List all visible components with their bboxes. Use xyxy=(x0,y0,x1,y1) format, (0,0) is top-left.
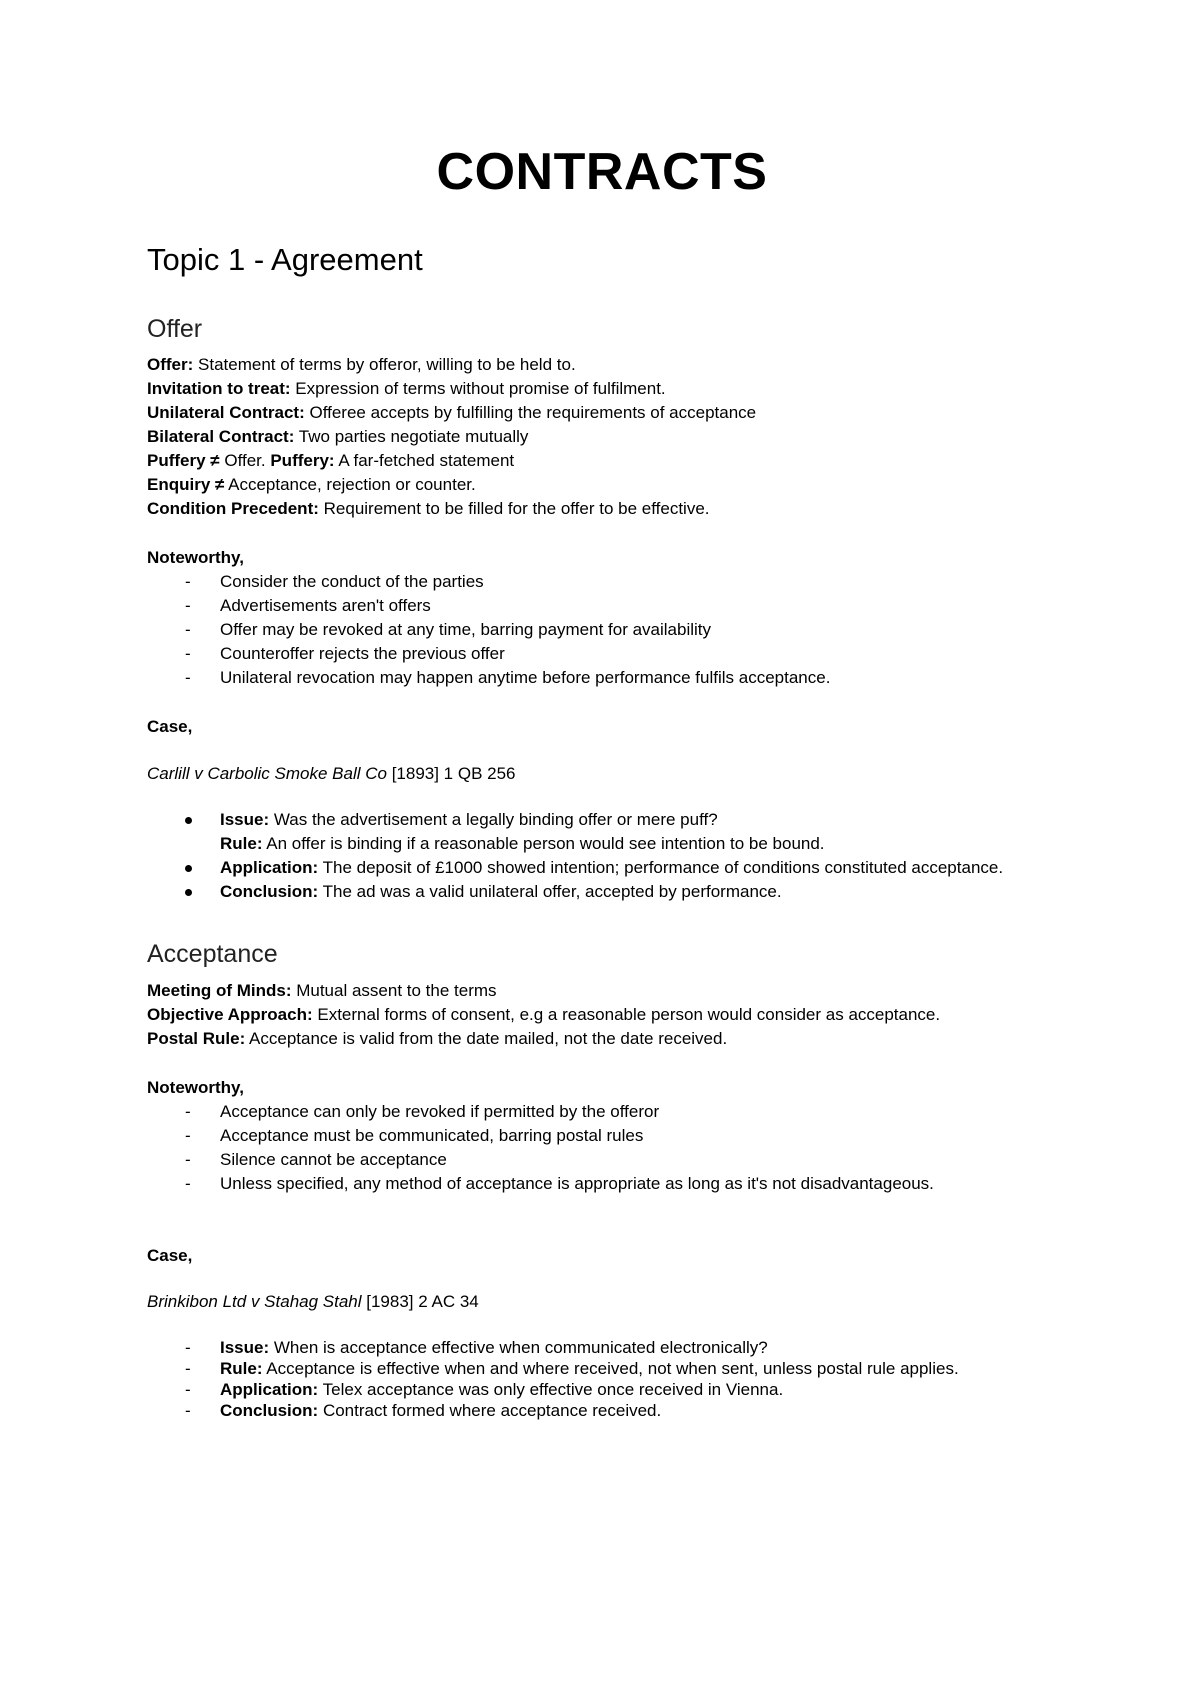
offer-case-label: Case, xyxy=(147,717,193,736)
acceptance-definition: Objective Approach: External forms of consent, e.g a reasonable person would consider as acceptance. xyxy=(147,1005,941,1024)
offer-definition: Invitation to treat: Expression of terms without promise of fulfilment. xyxy=(147,379,666,398)
acceptance-heading: Acceptance xyxy=(147,940,278,968)
dash-marker: - xyxy=(185,1338,191,1357)
dash-marker: - xyxy=(185,572,191,591)
offer-heading: Offer xyxy=(147,315,203,343)
offer-noteworthy-label: Noteworthy, xyxy=(147,548,244,567)
acceptance-definition: Meeting of Minds: Mutual assent to the terms xyxy=(147,981,497,1000)
offer-definition: Enquiry ≠ Acceptance, rejection or counter. xyxy=(147,475,476,494)
document-title: CONTRACTS xyxy=(436,143,768,201)
offer-definition: Condition Precedent: Requirement to be filled for the offer to be effective. xyxy=(147,499,710,518)
acceptance-case-citation: Brinkibon Ltd v Stahag Stahl [1983] 2 AC 34 xyxy=(147,1292,479,1311)
topic-heading: Topic 1 - Agreement xyxy=(147,242,423,277)
dash-marker: - xyxy=(185,1401,191,1420)
dash-marker: - xyxy=(185,1126,191,1145)
acceptance-definition: Postal Rule: Acceptance is valid from the date mailed, not the date received. xyxy=(147,1029,728,1048)
dash-marker: - xyxy=(185,1150,191,1169)
dash-marker: - xyxy=(185,620,191,639)
acceptance-case-label: Case, xyxy=(147,1246,193,1265)
dash-marker: - xyxy=(185,668,191,687)
dash-marker: - xyxy=(185,596,191,615)
bullet-icon xyxy=(185,865,192,872)
offer-definition: Offer: Statement of terms by offeror, willing to be held to. xyxy=(147,355,576,374)
dash-marker: - xyxy=(185,1359,191,1378)
offer-case-citation: Carlill v Carbolic Smoke Ball Co [1893] 1 QB 256 xyxy=(147,764,516,783)
bullet-icon xyxy=(185,889,192,896)
offer-definition: Puffery ≠ Offer. Puffery: A far-fetched statement xyxy=(147,451,515,470)
dash-marker: - xyxy=(185,1380,191,1399)
bullet-icon xyxy=(185,817,192,824)
offer-definition: Bilateral Contract: Two parties negotiate mutually xyxy=(147,427,529,446)
dash-marker: - xyxy=(185,1174,191,1193)
dash-marker: - xyxy=(185,644,191,663)
offer-definition: Unilateral Contract: Offeree accepts by fulfilling the requirements of acceptance xyxy=(147,403,757,422)
dash-marker: - xyxy=(185,1102,191,1121)
acceptance-noteworthy-label: Noteworthy, xyxy=(147,1078,244,1097)
